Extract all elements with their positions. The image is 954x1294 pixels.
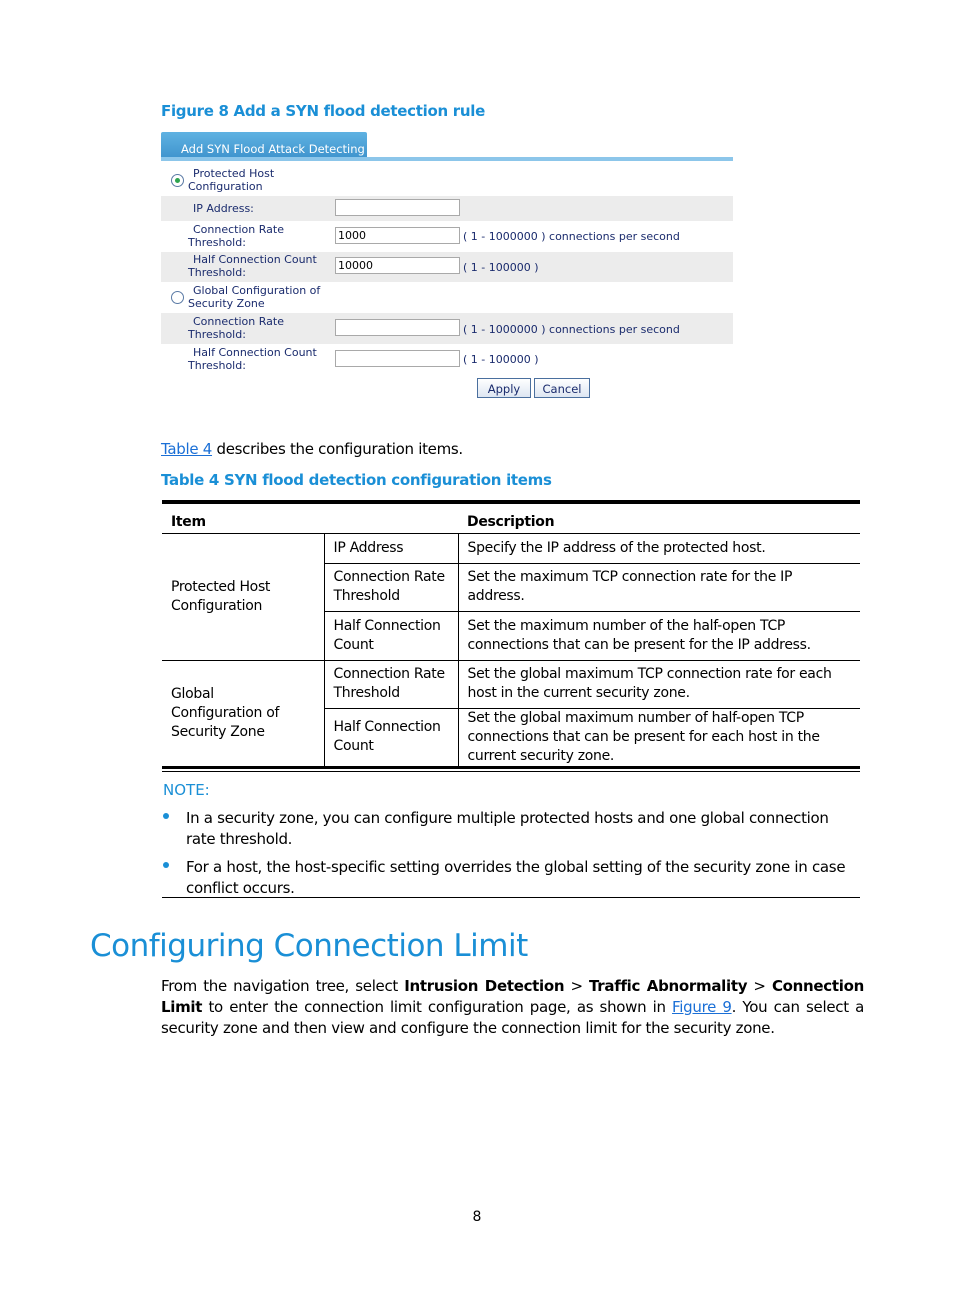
row-sub: Half Connection Count — [324, 708, 458, 767]
bullet-icon — [163, 813, 171, 821]
table-row — [162, 660, 860, 708]
row-desc: Set the global maximum TCP connection rate for each host in the current security zone. — [458, 660, 860, 708]
zone-half-input[interactable] — [335, 350, 460, 367]
global-zone-radio[interactable] — [171, 291, 184, 304]
host-rate-hint: ( 1 - 1000000 ) connections per second — [463, 230, 680, 243]
zone-half-hint: ( 1 - 100000 ) — [463, 353, 539, 366]
page-number: 8 — [472, 1209, 482, 1225]
figure-caption: Figure 8 Add a SYN flood detection rule — [161, 102, 485, 120]
intro-paragraph — [161, 440, 463, 458]
row-sub: Connection Rate Threshold — [324, 563, 458, 611]
cancel-button[interactable]: Cancel — [534, 378, 590, 398]
apply-button[interactable]: Apply — [477, 378, 531, 398]
header-description: Description — [458, 502, 860, 533]
figure-9-link[interactable]: Figure 9 — [672, 998, 732, 1016]
row-desc: Set the maximum number of the half-open TCP connections that can be present for the IP address. — [458, 611, 860, 660]
global-zone-row — [161, 282, 733, 313]
zone-half-label: Half Connection Count Threshold: — [188, 346, 317, 372]
row-desc: Specify the IP address of the protected host. — [458, 533, 860, 563]
ip-address-input[interactable] — [335, 199, 460, 216]
table-row — [162, 533, 860, 563]
host-half-label: Half Connection Count Threshold: — [188, 253, 317, 279]
global-zone-label: Global Configuration of Security Zone — [188, 284, 321, 310]
host-rate-input[interactable]: 1000 — [335, 227, 460, 244]
row-sub: IP Address — [324, 533, 458, 563]
syn-flood-form — [161, 132, 733, 407]
zone-rate-input[interactable] — [335, 319, 460, 336]
section-paragraph: From the navigation tree, select Intrusion Detection > Traffic Abnormality > Connection Limit to enter the connection limit configuration page, as shown in Figure 9. You can select a security zone and then view and configure the connection limit for the security zone. — [161, 977, 864, 1037]
table-caption: Table 4 SYN flood detection configuration items — [161, 471, 552, 489]
header-item: Item — [162, 502, 458, 533]
row-sub: Half Connection Count — [324, 611, 458, 660]
config-items-table — [162, 500, 860, 769]
nav-traffic-abnormality: Traffic Abnormality — [589, 977, 748, 995]
protected-host-radio[interactable] — [171, 174, 184, 187]
host-half-row — [161, 252, 733, 282]
nav-connection-limit: Connection Limit — [161, 977, 864, 1016]
ip-address-label: IP Address: — [193, 202, 254, 215]
note-top-rule — [162, 771, 860, 772]
bullet-icon — [163, 862, 171, 870]
table-header-row — [162, 502, 860, 533]
ip-address-row — [161, 196, 733, 221]
host-rate-label: Connection Rate Threshold: — [188, 223, 284, 249]
tab-underline — [161, 157, 733, 161]
note-item-1: In a security zone, you can configure multiple protected hosts and one global connection rate threshold. — [186, 809, 829, 848]
host-half-input[interactable]: 10000 — [335, 257, 460, 274]
zone-half-row — [161, 344, 733, 374]
intro-text: describes the configuration items. — [212, 440, 463, 458]
zone-rate-label: Connection Rate Threshold: — [188, 315, 284, 341]
nav-intrusion-detection: Intrusion Detection — [404, 977, 565, 995]
protected-host-label: Protected Host Configuration — [188, 167, 275, 193]
host-half-hint: ( 1 - 100000 ) — [463, 261, 539, 274]
group-protected-host: Protected Host Configuration — [162, 533, 324, 660]
note-item-2: For a host, the host-specific setting overrides the global setting of the security zone in case conflict occurs. — [186, 858, 846, 897]
note-bottom-rule — [162, 897, 860, 898]
tab-add-syn-flood[interactable]: Add SYN Flood Attack Detecting — [161, 132, 367, 160]
row-sub: Connection Rate Threshold — [324, 660, 458, 708]
row-desc: Set the maximum TCP connection rate for the IP address. — [458, 563, 860, 611]
row-desc: Set the global maximum number of half-open TCP connections that can be present for each host in the current security zone. — [458, 708, 860, 767]
zone-rate-row — [161, 313, 733, 344]
note-label: NOTE: — [163, 781, 210, 799]
protected-host-row — [161, 166, 733, 196]
section-title: Configuring Connection Limit — [90, 928, 528, 964]
group-global-zone: Global Configuration of Security Zone — [162, 660, 324, 767]
zone-rate-hint: ( 1 - 1000000 ) connections per second — [463, 323, 680, 336]
table-4-link[interactable]: Table 4 — [161, 440, 213, 458]
host-rate-row — [161, 221, 733, 251]
